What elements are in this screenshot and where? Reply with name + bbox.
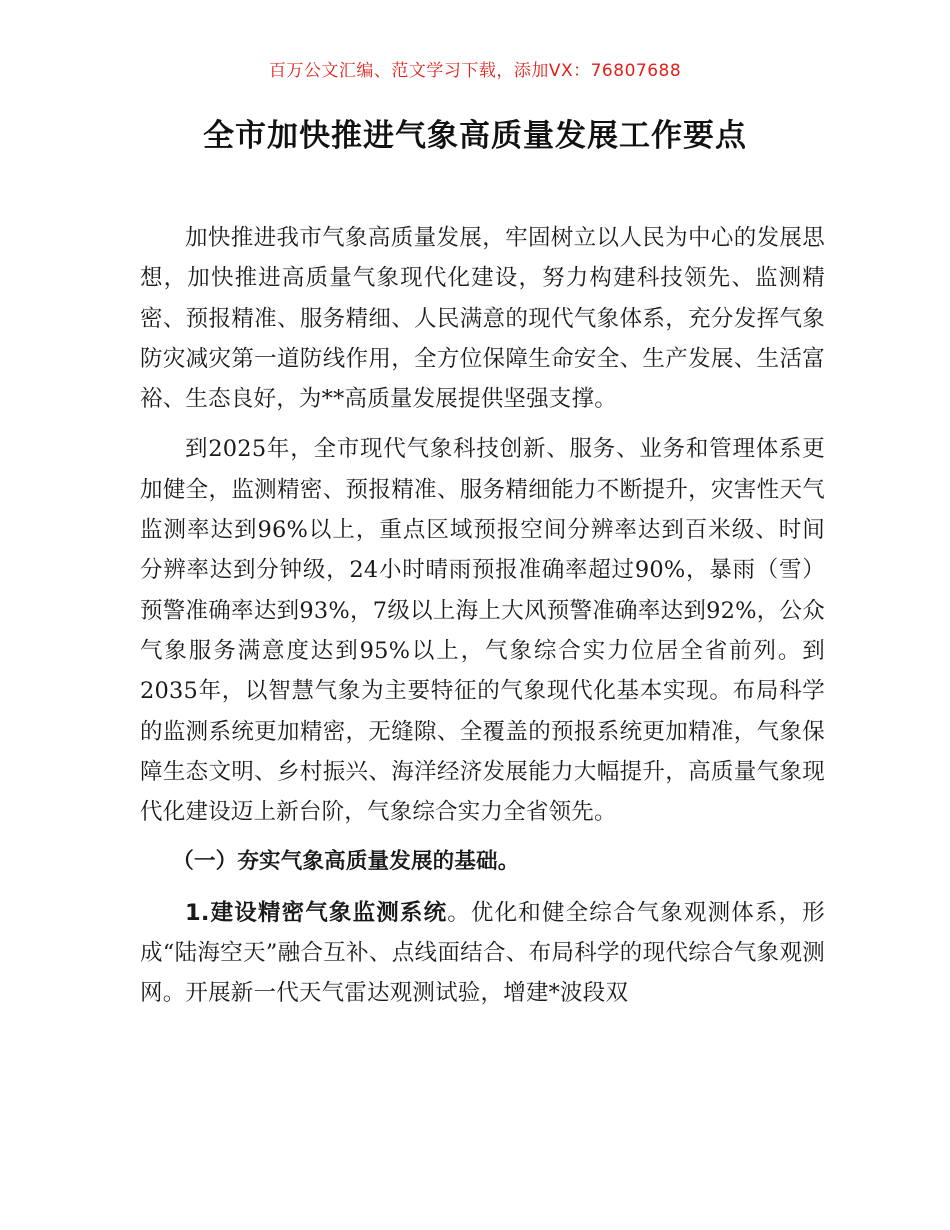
document-title: 全市加快推进气象高质量发展工作要点	[203, 118, 747, 154]
document-body	[140, 218, 825, 1014]
paragraph-monitoring-lead: 1.建设精密气象监测系统	[185, 899, 448, 926]
paragraph-monitoring	[140, 893, 825, 1014]
paragraph-targets: 到2025年，全市现代气象科技创新、服务、业务和管理体系更加健全，监测精密、预报精准、服务精细能力不断提升，灾害性天气监测率达到96%以上，重点区域预报空间分辨率达到百米级、时间分辨率达到分钟级，24小时晴雨预报准确率超过90%，暴雨（雪）预警准确率达到93%，7级以上海上大风预警准确率达到92%，公众气象服务满意度达到95%以上，气象综合实力位居全省前列。到2035年，以智慧气象为主要特征的气象现代化基本实现。布局科学的监测系统更加精密，无缝隙、全覆盖的预报系统更加精准，气象保障生态文明、乡村振兴、海洋经济发展能力大幅提升，高质量气象现代化建设迈上新台阶，气象综合实力全省领先。	[140, 436, 825, 826]
section-heading: （一）夯实气象高质量发展的基础。	[172, 849, 520, 875]
header-watermark-note: 百万公文汇编、范文学习下载，添加VX：76807688	[268, 61, 682, 81]
paragraph-monitoring-text: 。优化和健全综合气象观测体系，形成“陆海空天”融合互补、点线面结合、布局科学的现代综合气象观测网。开展新一代天气雷达观测试验，增建*波段双	[140, 899, 825, 1007]
paragraph-intro: 加快推进我市气象高质量发展，牢固树立以人民为中心的发展思想，加快推进高质量气象现代化建设，努力构建科技领先、监测精密、预报精准、服务精细、人民满意的现代气象体系，充分发挥气象防灾减灾第一道防线作用，全方位保障生命安全、生产发展、生活富裕、生态良好，为**高质量发展提供坚强支撑。	[140, 225, 825, 413]
